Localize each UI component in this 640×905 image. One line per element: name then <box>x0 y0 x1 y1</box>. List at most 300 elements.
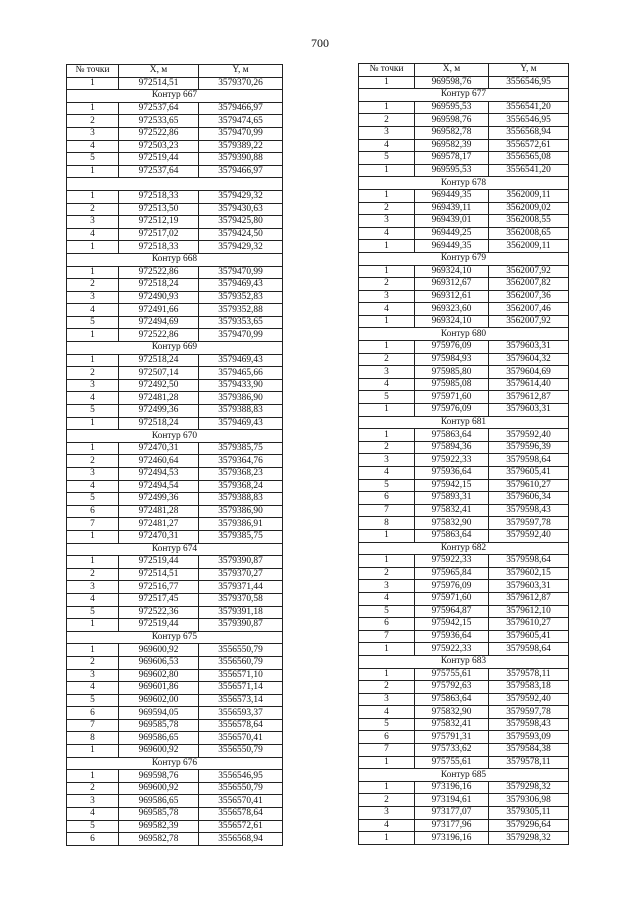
point-number-cell: 7 <box>359 630 415 643</box>
x-coordinate-cell: 969312,61 <box>415 290 489 303</box>
y-coordinate-cell: 3579603,31 <box>489 580 569 593</box>
y-coordinate-cell: 3579370,27 <box>199 568 283 581</box>
point-number-cell: 7 <box>359 504 415 517</box>
point-number-cell: 4 <box>67 304 119 317</box>
contour-label: Контур 680 <box>359 328 569 341</box>
y-coordinate-cell: 3562007,46 <box>489 303 569 316</box>
y-coordinate-cell: 3579470,99 <box>199 266 283 279</box>
contour-header-row <box>359 655 569 668</box>
point-number-cell: 4 <box>359 467 415 480</box>
x-coordinate-cell: 975936,64 <box>415 467 489 480</box>
page-number: 700 <box>311 36 329 50</box>
table-row <box>67 808 283 821</box>
point-number-cell: 1 <box>359 101 415 114</box>
table-row <box>359 567 569 580</box>
y-coordinate-cell: 3556568,94 <box>199 833 283 846</box>
table-row <box>67 568 283 581</box>
x-coordinate-cell: 975863,64 <box>415 429 489 442</box>
table-row <box>67 745 283 758</box>
contour-header-row <box>67 342 283 355</box>
x-coordinate-cell: 972507,14 <box>119 367 199 380</box>
table-row <box>359 643 569 656</box>
y-coordinate-cell: 3562007,92 <box>489 315 569 328</box>
point-number-cell: 6 <box>67 505 119 518</box>
table-row <box>67 782 283 795</box>
y-coordinate-cell: 3579368,23 <box>199 468 283 481</box>
x-coordinate-cell: 972460,64 <box>119 455 199 468</box>
contour-label: Контур 678 <box>359 177 569 190</box>
y-coordinate-cell: 3579371,44 <box>199 581 283 594</box>
table-row <box>359 227 569 240</box>
table-row <box>359 731 569 744</box>
table-row <box>67 455 283 468</box>
y-coordinate-cell: 3579612,87 <box>489 391 569 404</box>
x-coordinate-cell: 975894,36 <box>415 441 489 454</box>
y-coordinate-cell: 3579470,99 <box>199 329 283 342</box>
x-coordinate-cell: 969594,05 <box>119 707 199 720</box>
y-coordinate-cell: 3579386,91 <box>199 518 283 531</box>
table-row <box>67 518 283 531</box>
y-coordinate-cell: 3579352,88 <box>199 304 283 317</box>
point-number-cell: 2 <box>67 782 119 795</box>
x-coordinate-cell: 972490,93 <box>119 291 199 304</box>
table-row <box>67 556 283 569</box>
point-number-cell: 6 <box>359 731 415 744</box>
point-number-cell: 1 <box>67 644 119 657</box>
table-row <box>359 126 569 139</box>
x-coordinate-cell: 972522,86 <box>119 266 199 279</box>
table-row <box>359 101 569 114</box>
point-number-cell: 1 <box>359 315 415 328</box>
table-row <box>359 152 569 165</box>
table-row <box>359 378 569 391</box>
point-number-cell: 4 <box>359 139 415 152</box>
x-coordinate-cell: 975985,08 <box>415 378 489 391</box>
y-coordinate-cell: 3579370,58 <box>199 593 283 606</box>
table-row <box>67 153 283 166</box>
x-coordinate-cell: 969598,76 <box>415 76 489 89</box>
point-number-cell: 3 <box>359 693 415 706</box>
table-row <box>359 215 569 228</box>
point-number-cell: 1 <box>359 429 415 442</box>
point-number-cell: 5 <box>359 391 415 404</box>
table-row <box>359 202 569 215</box>
x-coordinate-cell: 972518,24 <box>119 279 199 292</box>
table-row <box>359 164 569 177</box>
x-coordinate-cell: 969600,92 <box>119 745 199 758</box>
x-coordinate-cell: 972516,77 <box>119 581 199 594</box>
y-coordinate-cell: 3556550,79 <box>199 745 283 758</box>
x-coordinate-cell: 969595,53 <box>415 101 489 114</box>
contour-header-row <box>359 769 569 782</box>
point-number-cell: 2 <box>359 441 415 454</box>
contour-label: Контур 667 <box>67 90 283 103</box>
point-number-cell: 2 <box>359 202 415 215</box>
point-number-cell: 5 <box>67 316 119 329</box>
x-coordinate-cell: 975964,87 <box>415 605 489 618</box>
x-coordinate-cell: 975922,33 <box>415 643 489 656</box>
table-row <box>67 606 283 619</box>
point-number-cell: 1 <box>67 102 119 115</box>
y-coordinate-cell: 3579386,90 <box>199 392 283 405</box>
table-row <box>359 290 569 303</box>
x-coordinate-cell: 975755,61 <box>415 756 489 769</box>
y-coordinate-cell: 3579370,26 <box>199 77 283 90</box>
x-coordinate-cell: 972470,31 <box>119 442 199 455</box>
table-row <box>67 127 283 140</box>
x-coordinate-cell: 969600,92 <box>119 644 199 657</box>
x-coordinate-cell: 969602,80 <box>119 669 199 682</box>
y-coordinate-cell: 3579610,27 <box>489 479 569 492</box>
x-coordinate-cell: 969582,39 <box>119 820 199 833</box>
table-row <box>67 694 283 707</box>
x-coordinate-cell: 972481,28 <box>119 505 199 518</box>
y-coordinate-cell: 3579605,41 <box>489 467 569 480</box>
point-number-cell: 3 <box>67 795 119 808</box>
point-number-cell: 5 <box>359 718 415 731</box>
x-coordinate-cell: 969598,76 <box>415 114 489 127</box>
x-coordinate-cell: 972494,53 <box>119 468 199 481</box>
point-number-cell: 5 <box>359 605 415 618</box>
table-row <box>359 492 569 505</box>
table-row <box>359 529 569 542</box>
y-coordinate-cell: 3579612,87 <box>489 592 569 605</box>
point-number-cell: 3 <box>67 216 119 229</box>
contour-header-row <box>359 89 569 102</box>
point-number-cell: 1 <box>67 266 119 279</box>
table-row <box>67 719 283 732</box>
contour-label: Контур 682 <box>359 542 569 555</box>
x-coordinate-cell: 969324,10 <box>415 265 489 278</box>
x-coordinate-cell: 975832,90 <box>415 706 489 719</box>
point-number-cell: 1 <box>67 556 119 569</box>
point-number-cell: 2 <box>67 367 119 380</box>
x-coordinate-cell: 972494,54 <box>119 480 199 493</box>
x-coordinate-cell: 972518,24 <box>119 417 199 430</box>
y-coordinate-cell: 3579603,31 <box>489 404 569 417</box>
y-coordinate-cell: 3579596,39 <box>489 441 569 454</box>
point-number-cell: 1 <box>67 619 119 632</box>
y-coordinate-cell: 3579386,90 <box>199 505 283 518</box>
table-row <box>359 429 569 442</box>
y-coordinate-cell: 3579592,40 <box>489 429 569 442</box>
x-coordinate-cell: 975971,60 <box>415 391 489 404</box>
table-row <box>67 480 283 493</box>
header-point-number: № точки <box>359 64 415 77</box>
point-number-cell: 1 <box>67 165 119 178</box>
y-coordinate-cell: 3579465,66 <box>199 367 283 380</box>
y-coordinate-cell: 3562009,02 <box>489 202 569 215</box>
y-coordinate-cell: 3579598,64 <box>489 555 569 568</box>
table-row <box>359 454 569 467</box>
contour-label: Контур 679 <box>359 252 569 265</box>
y-coordinate-cell: 3556571,14 <box>199 682 283 695</box>
point-number-cell: 3 <box>67 291 119 304</box>
table-row <box>359 114 569 127</box>
point-number-cell: 5 <box>67 153 119 166</box>
table-row <box>67 644 283 657</box>
point-number-cell: 6 <box>359 492 415 505</box>
y-coordinate-cell: 3579364,76 <box>199 455 283 468</box>
x-coordinate-cell: 969598,76 <box>119 770 199 783</box>
y-coordinate-cell: 3579390,87 <box>199 556 283 569</box>
point-number-cell: 4 <box>359 706 415 719</box>
point-number-cell: 1 <box>359 240 415 253</box>
header-y: Y, м <box>199 65 283 78</box>
x-coordinate-cell: 975976,09 <box>415 404 489 417</box>
table-row <box>359 794 569 807</box>
y-coordinate-cell: 3579610,27 <box>489 618 569 631</box>
y-coordinate-cell: 3579390,87 <box>199 619 283 632</box>
table-row <box>359 479 569 492</box>
x-coordinate-cell: 975936,64 <box>415 630 489 643</box>
header-y: Y, м <box>489 64 569 77</box>
x-coordinate-cell: 975922,33 <box>415 555 489 568</box>
point-number-cell: 1 <box>67 745 119 758</box>
contour-label: Контур 681 <box>359 416 569 429</box>
point-number-cell: 2 <box>359 567 415 580</box>
y-coordinate-cell: 3579470,99 <box>199 127 283 140</box>
point-number-cell: 2 <box>67 115 119 128</box>
contour-label: Контур 674 <box>67 543 283 556</box>
y-coordinate-cell: 3579606,34 <box>489 492 569 505</box>
table-row <box>67 102 283 115</box>
x-coordinate-cell: 972518,33 <box>119 190 199 203</box>
x-coordinate-cell: 972518,24 <box>119 354 199 367</box>
x-coordinate-cell: 972522,36 <box>119 606 199 619</box>
point-number-cell: 3 <box>359 290 415 303</box>
point-number-cell: 6 <box>359 618 415 631</box>
x-coordinate-cell: 972499,36 <box>119 493 199 506</box>
table-row <box>67 367 283 380</box>
x-coordinate-cell: 969600,92 <box>119 782 199 795</box>
table-row <box>359 832 569 845</box>
table-row <box>359 341 569 354</box>
x-coordinate-cell: 969586,65 <box>119 795 199 808</box>
point-number-cell: 4 <box>67 140 119 153</box>
point-number-cell: 4 <box>359 819 415 832</box>
point-number-cell: 4 <box>67 593 119 606</box>
x-coordinate-cell: 969606,53 <box>119 656 199 669</box>
point-number-cell: 1 <box>359 781 415 794</box>
x-coordinate-cell: 972517,02 <box>119 228 199 241</box>
y-coordinate-cell: 3556565,08 <box>489 152 569 165</box>
y-coordinate-cell: 3579597,78 <box>489 517 569 530</box>
table-row <box>67 165 283 178</box>
y-coordinate-cell: 3579466,97 <box>199 165 283 178</box>
y-coordinate-cell: 3579578,11 <box>489 756 569 769</box>
point-number-cell: 3 <box>359 126 415 139</box>
y-coordinate-cell: 3579353,65 <box>199 316 283 329</box>
x-coordinate-cell: 975832,41 <box>415 718 489 731</box>
x-coordinate-cell: 975965,84 <box>415 567 489 580</box>
x-coordinate-cell: 972522,86 <box>119 127 199 140</box>
point-number-cell: 8 <box>67 732 119 745</box>
table-row <box>67 468 283 481</box>
y-coordinate-cell: 3579433,90 <box>199 379 283 392</box>
point-number-cell: 5 <box>359 479 415 492</box>
y-coordinate-cell: 3579385,75 <box>199 442 283 455</box>
x-coordinate-cell: 973196,16 <box>415 832 489 845</box>
y-coordinate-cell: 3562007,82 <box>489 278 569 291</box>
table-row <box>67 115 283 128</box>
y-coordinate-cell: 3579603,31 <box>489 341 569 354</box>
table-row <box>67 241 283 254</box>
x-coordinate-cell: 969312,67 <box>415 278 489 291</box>
table-row <box>359 278 569 291</box>
point-number-cell: 4 <box>359 378 415 391</box>
table-row <box>67 392 283 405</box>
y-coordinate-cell: 3579605,41 <box>489 630 569 643</box>
point-number-cell: 2 <box>359 278 415 291</box>
table-row <box>67 316 283 329</box>
y-coordinate-cell: 3579389,22 <box>199 140 283 153</box>
table-row <box>359 580 569 593</box>
contour-label <box>67 178 283 191</box>
contour-header-row <box>67 543 283 556</box>
y-coordinate-cell: 3579390,88 <box>199 153 283 166</box>
point-number-cell: 6 <box>67 707 119 720</box>
table-row <box>67 140 283 153</box>
point-number-cell: 1 <box>67 77 119 90</box>
x-coordinate-cell: 975985,80 <box>415 366 489 379</box>
point-number-cell: 2 <box>359 794 415 807</box>
y-coordinate-cell: 3579352,83 <box>199 291 283 304</box>
x-coordinate-cell: 973177,96 <box>415 819 489 832</box>
header-x: X, м <box>119 65 199 78</box>
x-coordinate-cell: 975976,09 <box>415 341 489 354</box>
x-coordinate-cell: 969582,78 <box>119 833 199 846</box>
point-number-cell: 1 <box>359 76 415 89</box>
contour-label: Контур 685 <box>359 769 569 782</box>
point-number-cell: 3 <box>67 379 119 392</box>
point-number-cell: 2 <box>67 568 119 581</box>
point-number-cell: 1 <box>67 530 119 543</box>
point-number-cell: 1 <box>67 329 119 342</box>
y-coordinate-cell: 3562008,65 <box>489 227 569 240</box>
x-coordinate-cell: 972503,23 <box>119 140 199 153</box>
x-coordinate-cell: 972499,36 <box>119 405 199 418</box>
y-coordinate-cell: 3556573,14 <box>199 694 283 707</box>
contour-header-row <box>67 631 283 644</box>
table-row <box>67 442 283 455</box>
point-number-cell: 7 <box>67 518 119 531</box>
table-row <box>359 391 569 404</box>
point-number-cell: 1 <box>67 442 119 455</box>
x-coordinate-cell: 969449,35 <box>415 240 489 253</box>
x-coordinate-cell: 975832,90 <box>415 517 489 530</box>
y-coordinate-cell: 3556550,79 <box>199 782 283 795</box>
y-coordinate-cell: 3556541,20 <box>489 164 569 177</box>
y-coordinate-cell: 3579584,38 <box>489 744 569 757</box>
table-row <box>67 329 283 342</box>
point-number-cell: 3 <box>67 669 119 682</box>
point-number-cell: 1 <box>359 265 415 278</box>
x-coordinate-cell: 975893,31 <box>415 492 489 505</box>
y-coordinate-cell: 3579306,98 <box>489 794 569 807</box>
table-row <box>359 189 569 202</box>
table-row <box>359 706 569 719</box>
y-coordinate-cell: 3579598,64 <box>489 454 569 467</box>
y-coordinate-cell: 3579424,50 <box>199 228 283 241</box>
x-coordinate-cell: 972492,50 <box>119 379 199 392</box>
table-row <box>67 656 283 669</box>
x-coordinate-cell: 975755,61 <box>415 668 489 681</box>
point-number-cell: 5 <box>67 820 119 833</box>
point-number-cell: 1 <box>359 189 415 202</box>
x-coordinate-cell: 975792,63 <box>415 681 489 694</box>
table-row <box>67 669 283 682</box>
x-coordinate-cell: 975791,31 <box>415 731 489 744</box>
x-coordinate-cell: 969449,25 <box>415 227 489 240</box>
point-number-cell: 5 <box>67 405 119 418</box>
y-coordinate-cell: 3556578,64 <box>199 719 283 732</box>
contour-header-row <box>67 90 283 103</box>
point-number-cell: 4 <box>359 303 415 316</box>
point-number-cell: 3 <box>67 127 119 140</box>
contour-label: Контур 669 <box>67 342 283 355</box>
contour-header-row <box>359 177 569 190</box>
table-row <box>359 605 569 618</box>
header-x: X, м <box>415 64 489 77</box>
y-coordinate-cell: 3579578,11 <box>489 668 569 681</box>
y-coordinate-cell: 3579429,32 <box>199 190 283 203</box>
y-coordinate-cell: 3579614,40 <box>489 378 569 391</box>
y-coordinate-cell: 3579602,15 <box>489 567 569 580</box>
y-coordinate-cell: 3556593,37 <box>199 707 283 720</box>
y-coordinate-cell: 3579305,11 <box>489 807 569 820</box>
point-number-cell: 4 <box>67 228 119 241</box>
x-coordinate-cell: 975863,64 <box>415 693 489 706</box>
table-row <box>359 76 569 89</box>
x-coordinate-cell: 969449,35 <box>415 189 489 202</box>
point-number-cell: 5 <box>67 606 119 619</box>
y-coordinate-cell: 3579388,83 <box>199 493 283 506</box>
point-number-cell: 2 <box>359 114 415 127</box>
table-row <box>67 493 283 506</box>
x-coordinate-cell: 969582,39 <box>415 139 489 152</box>
table-row <box>67 820 283 833</box>
point-number-cell: 4 <box>359 592 415 605</box>
contour-header-row <box>359 252 569 265</box>
contour-header-row <box>67 178 283 191</box>
contour-label: Контур 668 <box>67 253 283 266</box>
table-row <box>359 353 569 366</box>
x-coordinate-cell: 975942,15 <box>415 479 489 492</box>
x-coordinate-cell: 969601,86 <box>119 682 199 695</box>
y-coordinate-cell: 3579597,78 <box>489 706 569 719</box>
point-number-cell: 3 <box>359 215 415 228</box>
x-coordinate-cell: 972537,64 <box>119 102 199 115</box>
y-coordinate-cell: 3579592,40 <box>489 529 569 542</box>
table-row <box>359 668 569 681</box>
table-row <box>67 279 283 292</box>
table-row <box>359 744 569 757</box>
table-row <box>67 77 283 90</box>
point-number-cell: 1 <box>359 404 415 417</box>
x-coordinate-cell: 969602,00 <box>119 694 199 707</box>
y-coordinate-cell: 3556568,94 <box>489 126 569 139</box>
contour-header-row <box>359 328 569 341</box>
point-number-cell: 3 <box>359 366 415 379</box>
x-coordinate-cell: 972481,28 <box>119 392 199 405</box>
contour-header-row <box>359 542 569 555</box>
table-row <box>67 707 283 720</box>
x-coordinate-cell: 975922,33 <box>415 454 489 467</box>
point-number-cell: 1 <box>67 241 119 254</box>
y-coordinate-cell: 3579612,10 <box>489 605 569 618</box>
x-coordinate-cell: 972512,19 <box>119 216 199 229</box>
